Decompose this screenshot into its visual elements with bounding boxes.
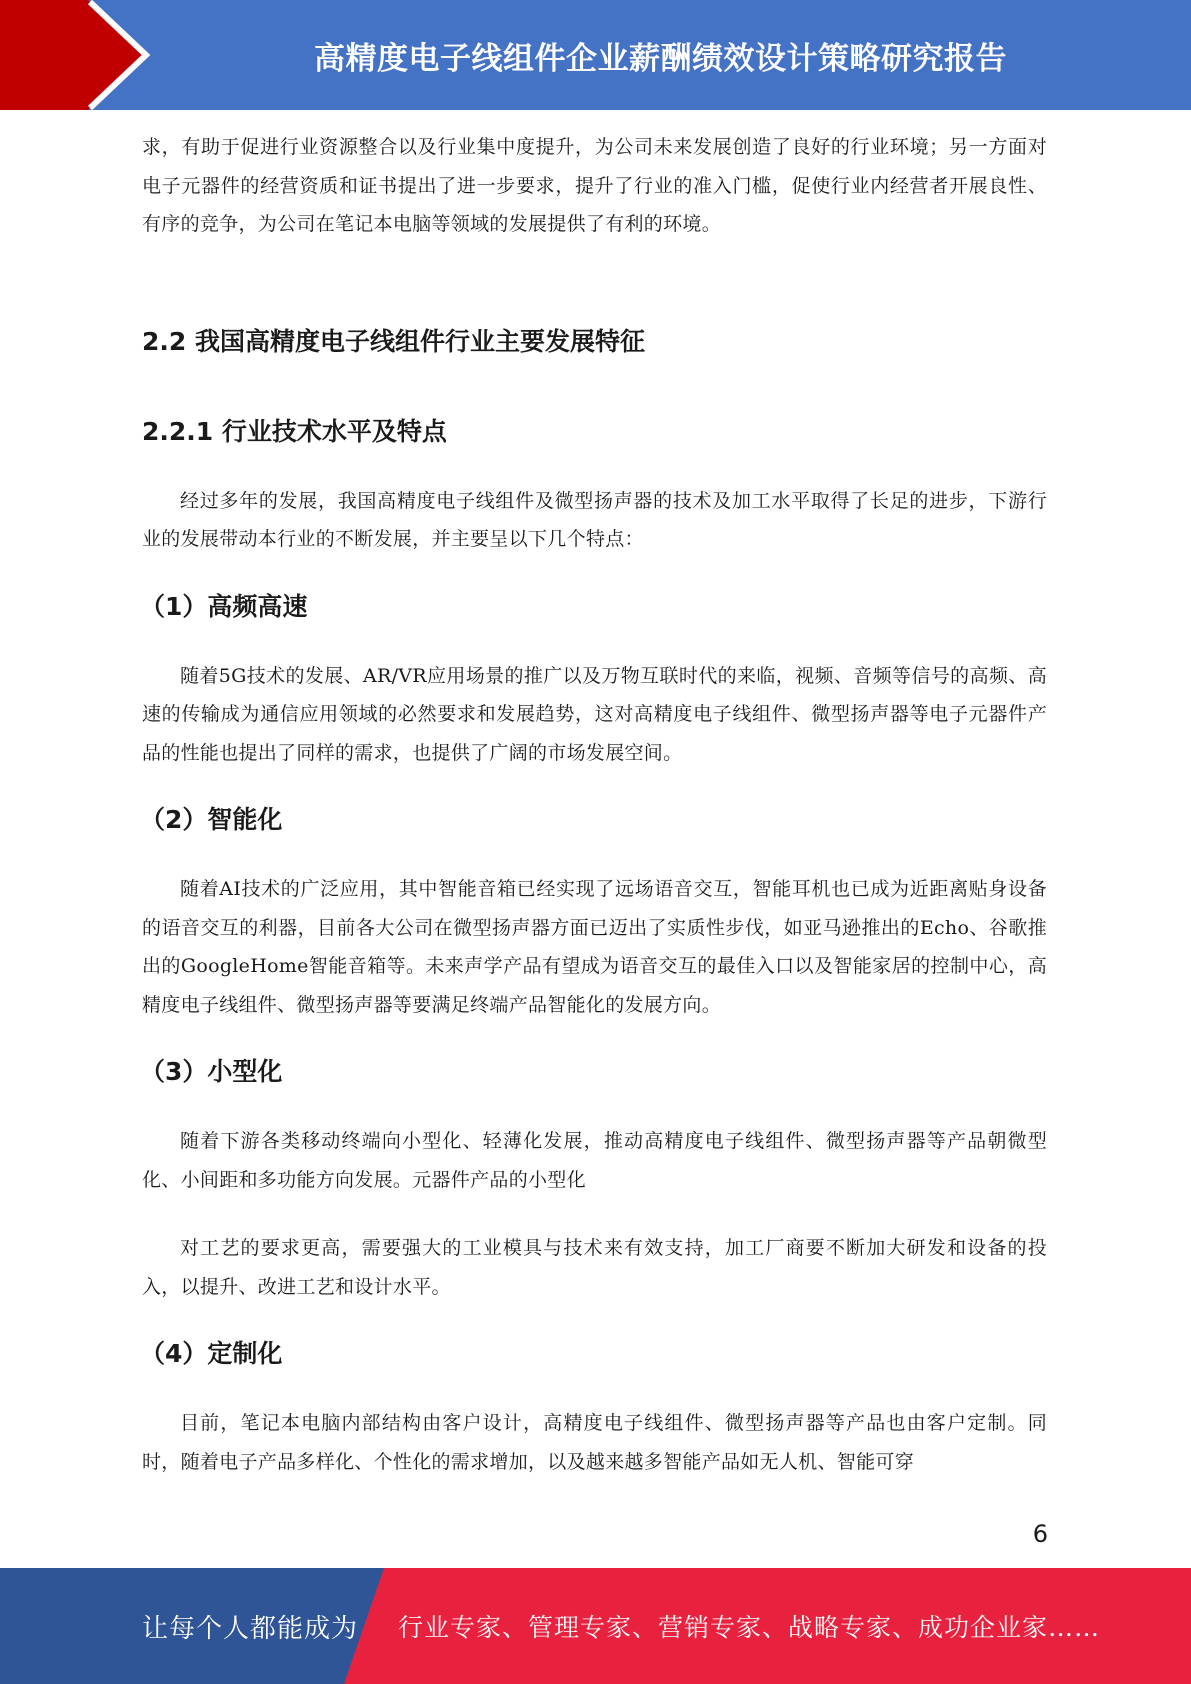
section-heading: 2.2 我国高精度电子线组件行业主要发展特征 [142, 326, 645, 356]
page-number: 6 [1032, 1520, 1048, 1548]
footer-banner [0, 1568, 1191, 1684]
feature-paragraph: 目前，笔记本电脑内部结构由客户设计，高精度电子线组件、微型扬声器等产品也由客户定制。同时，随着电子产品多样化、个性化的需求增加，以及越来越多智能产品如无人机、智能可穿 [142, 1412, 1047, 1473]
intro-paragraph: 求，有助于促进行业资源整合以及行业集中度提升，为公司未来发展创造了良好的行业环境；另一方面对电子元器件的经营资质和证书提出了进一步要求，提升了行业的准入门槛，促使行业内经营者开展良性、有序的竞争，为公司在笔记本电脑等领域的发展提供了有利的环境。 [142, 136, 1047, 235]
document-title: 高精度电子线组件企业薪酬绩效设计策略研究报告 [314, 40, 1007, 77]
feature-heading-intelligent: （2）智能化 [140, 805, 283, 834]
subsection-heading: 2.2.1 行业技术水平及特点 [142, 416, 447, 446]
feature-paragraph: 随着下游各类移动终端向小型化、轻薄化发展，推动高精度电子线组件、微型扬声器等产品朝微型化、小间距和多功能方向发展。元器件产品的小型化 [142, 1130, 1047, 1191]
header-banner [0, 0, 1191, 110]
footer-slogan-left: 让每个人都能成为 [142, 1613, 359, 1644]
subsection-intro: 经过多年的发展，我国高精度电子线组件及微型扬声器的技术及加工水平取得了长足的进步，下游行业的发展带动本行业的不断发展，并主要呈以下几个特点： [142, 489, 1047, 550]
feature-paragraph: 随着5G技术的发展、AR/VR应用场景的推广以及万物互联时代的来临，视频、音频等信号的高频、高速的传输成为通信应用领域的必然要求和发展趋势，这对高精度电子线组件、微型扬声器等电子元器件产品的性能也提出了同样的需求，也提供了广阔的市场发展空间。 [142, 664, 1047, 764]
feature-paragraph: 随着AI技术的广泛应用，其中智能音箱已经实现了远场语音交互，智能耳机也已成为近距离贴身设备的语音交互的利器，目前各大公司在微型扬声器方面已迈出了实质性步伐，如亚马逊推出的Echo、谷歌推出的GoogleHome智能音箱等。未来声学产品有望成为语音交互的最佳入口以及智能家居的控制中心，高精度电子线组件、微型扬声器等要满足终端产品智能化的发展方向。 [142, 878, 1047, 1016]
feature-heading-customization: （4）定制化 [140, 1339, 283, 1368]
feature-paragraph: 对工艺的要求更高，需要强大的工业模具与技术来有效支持，加工厂商要不断加大研发和设备的投入，以提升、改进工艺和设计水平。 [142, 1237, 1047, 1298]
feature-heading-miniaturization: （3）小型化 [140, 1057, 283, 1086]
feature-heading-high-frequency: （1）高频高速 [140, 591, 308, 621]
footer-slogan-right: 行业专家、管理专家、营销专家、战略专家、成功企业家…… [398, 1613, 1101, 1642]
page-content [142, 128, 1047, 1481]
